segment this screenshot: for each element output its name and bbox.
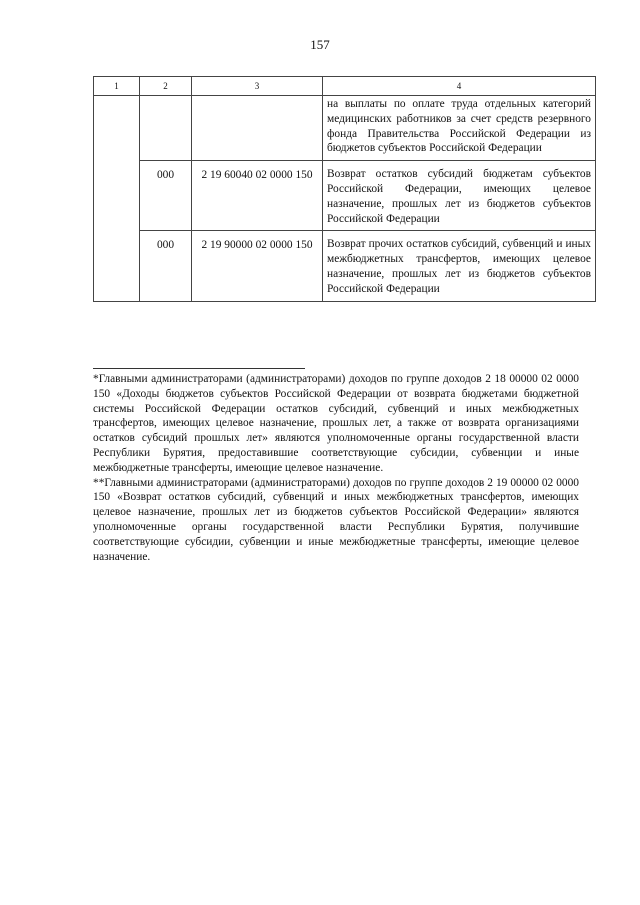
table-cell-admin-code: 000: [140, 231, 192, 301]
footnotes: [93, 372, 579, 564]
page-number: 157: [310, 37, 330, 52]
table-row: [94, 96, 596, 161]
table-cell-revenue-code: 2 19 60040 02 0000 150: [192, 161, 323, 231]
table-header-cell: 1: [94, 77, 140, 96]
table-header-cell: 2: [140, 77, 192, 96]
table-cell-description: на выплаты по оплате труда отдельных категорий медицинских работников за счет средств резервного фонда Правительства Российской Федерации из бюджетов субъектов Российской Федерации: [323, 96, 596, 161]
table-header-cell: 3: [192, 77, 323, 96]
table-cell-description: Возврат остатков субсидий бюджетам субъектов Российской Федерации, имеющих целевое назначение, прошлых лет из бюджетов субъектов Российской Федерации: [323, 161, 596, 231]
revenue-table: [93, 76, 596, 302]
table-header-row: [94, 77, 596, 96]
table-header-cell: 4: [323, 77, 596, 96]
table-cell-revenue-code: [192, 96, 323, 161]
table-cell-admin-code: [140, 96, 192, 161]
footnote-1: *Главными администраторами (администраторами) доходов по группе доходов 2 18 00000 02 0000 150 «Доходы бюджетов субъектов Российской Федерации от возврата бюджетами бюджетной системы Российской Федерации остатков субсидий, субвенций и иных межбюджетных трансфертов, имеющих целевое назначение, прошлых лет, а также от возврата организациями остатков субсидий прошлых лет» являются уполномоченные органы государственной власти Республики Бурятия, предоставившие соответствующие субсидии, субвенции и иные межбюджетные трансферты, имеющие целевое назначение.: [93, 373, 579, 474]
table-cell-col1: [94, 96, 140, 302]
table-cell-revenue-code: 2 19 90000 02 0000 150: [192, 231, 323, 301]
table-cell-admin-code: 000: [140, 161, 192, 231]
footnote-separator: [93, 368, 305, 369]
table-row: [94, 231, 596, 301]
table-row: [94, 161, 596, 231]
footnote-2: **Главными администраторами (администраторами) доходов по группе доходов 2 19 00000 02 0000 150 «Возврат остатков субсидий, субвенций и иных межбюджетных трансфертов, имеющих целевое назначение, прошлых лет из бюджетов субъектов Российской Федерации» являются уполномоченные органы государственной власти Республики Бурятия, получившие соответствующие субсидии, субвенции и иные межбюджетные трансферты, имеющие целевое назначение.: [93, 476, 579, 563]
table-cell-description: Возврат прочих остатков субсидий, субвенций и иных межбюджетных трансфертов, имеющих целевое назначение, прошлых лет из бюджетов субъектов Российской Федерации: [323, 231, 596, 301]
